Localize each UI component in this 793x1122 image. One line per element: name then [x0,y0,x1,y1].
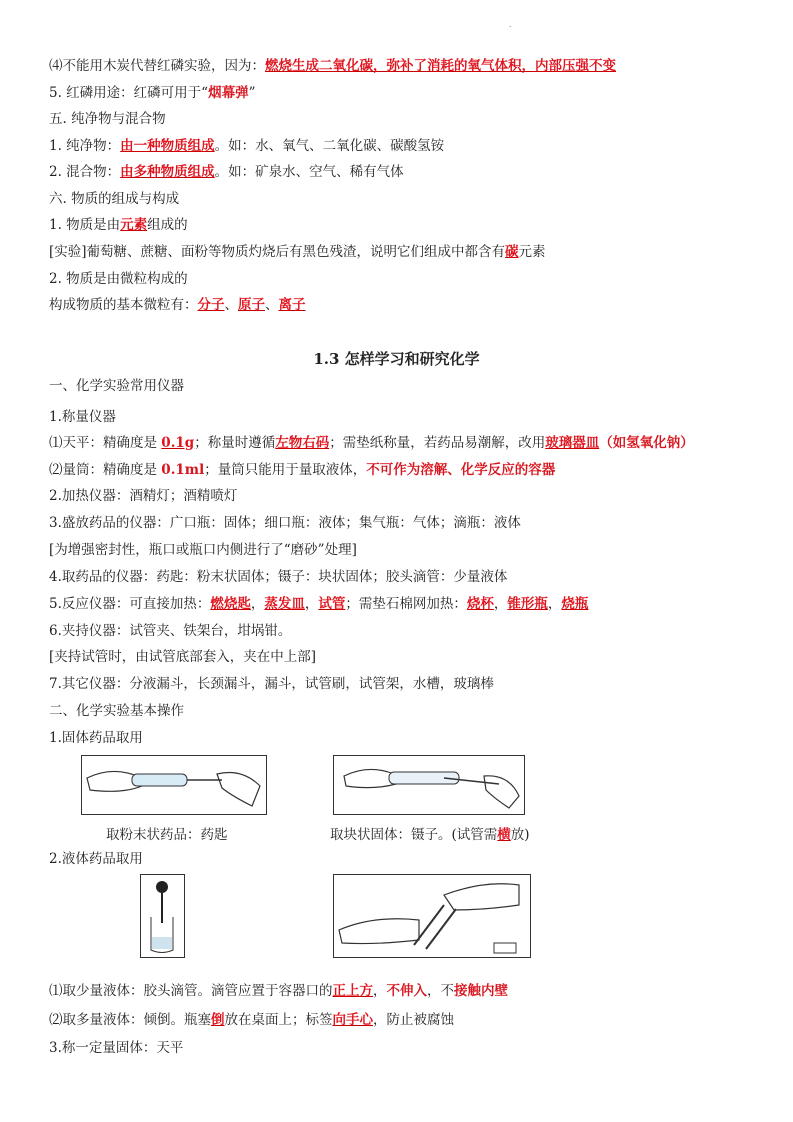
text-segment: 组成的 [147,217,188,233]
highlighted-answer: 正上方 [332,983,373,999]
text-segment: ⑴天平：精确度是 [49,435,162,451]
text-segment: [为增强密封性，瓶口或瓶口内侧进行了“磨砂”处理] [49,542,357,558]
pouring-illustration [334,875,530,957]
highlighted-answer: 玻璃器皿 [545,435,600,451]
highlighted-answer: 烟幕弹 [208,85,249,101]
text-segment: 。如：水、氧气、二氧化碳、碳酸氢铵 [214,138,445,154]
highlighted-answer: 由多种物质组成 [120,164,215,180]
caption-block-text: 取块状固体：镊子。(试管需 [330,827,498,843]
figure-powder-spoon [81,755,267,815]
caption-block [330,823,530,843]
text-segment: 1. 纯净物： [49,138,121,154]
text-line [49,408,116,426]
caption-block-highlight: 横 [497,827,511,843]
highlighted-answer: 倒 [211,1012,225,1028]
text-segment: 1. 物质是由 [49,217,121,233]
text-segment: 放在桌面上；标签 [224,1012,333,1028]
highlighted-answer: 烧瓶 [561,596,589,612]
text-segment: ” [248,85,256,101]
text-segment: [夹持试管时，由试管底部套入，夹在中上部] [49,649,317,665]
text-line [49,190,179,208]
text-line [49,296,306,314]
text-segment: 五. 纯净物与混合物 [49,111,166,127]
text-segment: 。如：矿泉水、空气、稀有气体 [214,164,404,180]
text-segment: [实验]葡萄糖、蔗糖、面粉等物质灼烧后有黑色残渣，说明它们组成中都含有 [49,244,506,260]
text-line [49,84,255,102]
text-segment: ⑷不能用木炭代替红磷实验，因为： [49,58,265,74]
text-segment: 7.其它仪器：分液漏斗，长颈漏斗，漏斗，试管刷，试管架，水槽，玻璃棒 [49,676,494,692]
text-line [49,702,184,720]
text-segment: 6.夹持仪器：试管夹、铁架台，坩埚钳。 [49,623,292,639]
highlighted-answer: 向手心 [332,1012,373,1028]
text-segment: ， [250,596,265,612]
figure-tweezers [333,755,525,815]
text-line [49,270,188,288]
text-segment: 六. 物质的组成与构成 [49,191,180,207]
text-line [49,622,291,640]
text-line [49,57,616,75]
text-segment: ；称量时遵循 [194,435,276,451]
dropper-illustration [141,875,184,957]
text-line [49,595,588,613]
highlighted-answer: 原子 [238,297,265,313]
text-line [49,1011,454,1029]
text-line [49,982,508,1000]
highlighted-answer: 分子 [197,297,225,313]
highlighted-answer: 不伸入 [386,983,427,999]
highlighted-answer: 燃烧生成二氧化碳，弥补了消耗的氧气体积，内部压强不变 [265,58,616,74]
text-segment: 二、化学实验基本操作 [49,703,184,719]
highlighted-answer: 离子 [278,297,306,313]
text-segment: 1.称量仪器 [49,409,116,425]
highlighted-answer: 由一种物质组成 [120,138,215,154]
text-segment: 5. 红磷用途：红磷可用于“ [49,85,209,101]
text-segment: ，不 [427,983,454,999]
text-segment: ；需垫纸称量，若药品易潮解，改用 [329,435,546,451]
text-segment: 3.称一定量固体：天平 [49,1040,184,1056]
text-segment: 2. 物质是由微粒构成的 [49,271,188,287]
text-line [49,137,444,155]
figure-dropper [140,874,185,958]
text-line [49,568,507,586]
highlighted-answer: 碳 [505,244,519,260]
text-segment: 构成物质的基本微粒有： [49,297,198,313]
text-line [49,434,694,452]
text-segment: ，防止被腐蚀 [373,1012,454,1028]
highlighted-answer: 锥形瓶 [507,596,548,612]
text-line [49,216,188,234]
text-segment: ；量筒只能用于量取液体， [204,462,367,478]
tweezers-illustration [334,756,524,814]
text-line [49,110,166,128]
text-line [49,461,555,479]
text-segment: 2.液体药品取用 [49,851,143,867]
text-segment: 一、化学实验常用仪器 [49,378,184,394]
highlighted-answer: 烧杯 [466,596,494,612]
text-segment: 5.反应仪器：可直接加热： [49,596,211,612]
text-segment: ， [304,596,319,612]
caption-block-text-end: 放) [510,827,530,843]
text-line [49,1039,183,1057]
text-segment: 元素 [518,244,546,260]
text-line [49,243,546,261]
highlighted-answer: 左物右码 [275,435,330,451]
text-segment: ；需垫石棉网加热： [345,596,467,612]
highlighted-answer: 试管 [318,596,346,612]
caption-powder: 取粉末状药品：药匙 [106,827,228,843]
text-segment: ⑵取多量液体：倾倒。瓶塞 [49,1012,211,1028]
text-segment: 2. 混合物： [49,164,121,180]
text-line [49,541,357,559]
text-segment: ⑵量筒：精确度是 [49,462,162,478]
highlighted-answer: 接触内壁 [454,983,508,999]
highlighted-answer: 不可作为溶解、化学反应的容器 [366,462,556,478]
text-line [49,850,143,868]
text-line [49,163,404,181]
text-segment: 1.固体药品取用 [49,730,143,746]
figure-pouring [333,874,531,958]
text-segment: 、 [224,297,238,313]
highlighted-answer: 元素 [120,217,148,233]
page-mark: . [509,20,512,29]
text-line [49,377,184,395]
text-segment: ⑴取少量液体：胶头滴管。滴管应置于容器口的 [49,983,333,999]
text-segment: ， [547,596,562,612]
text-segment: ， [373,983,387,999]
text-line [49,675,494,693]
text-segment: 4.取药品的仪器：药匙：粉末状固体；镊子：块状固体；胶头滴管：少量液体 [49,569,508,585]
highlighted-answer: 蒸发皿 [264,596,305,612]
text-line [49,487,237,505]
highlighted-answer: 0.1ml [161,462,205,478]
text-line [49,648,316,666]
highlighted-answer: 0.1g [161,435,195,451]
section-title: 1.3 怎样学习和研究化学 [313,350,480,368]
text-line [49,729,143,747]
text-line [49,514,521,532]
highlighted-answer: 燃烧匙 [210,596,251,612]
text-segment: 2.加热仪器：酒精灯；酒精喷灯 [49,488,238,504]
text-segment: 3.盛放药品的仪器：广口瓶：固体；细口瓶：液体；集气瓶：气体；滴瓶：液体 [49,515,521,531]
text-segment: ， [493,596,508,612]
highlighted-answer: （如氢氧化钠） [599,435,694,451]
spoon-illustration [82,756,266,814]
text-segment: 、 [265,297,279,313]
